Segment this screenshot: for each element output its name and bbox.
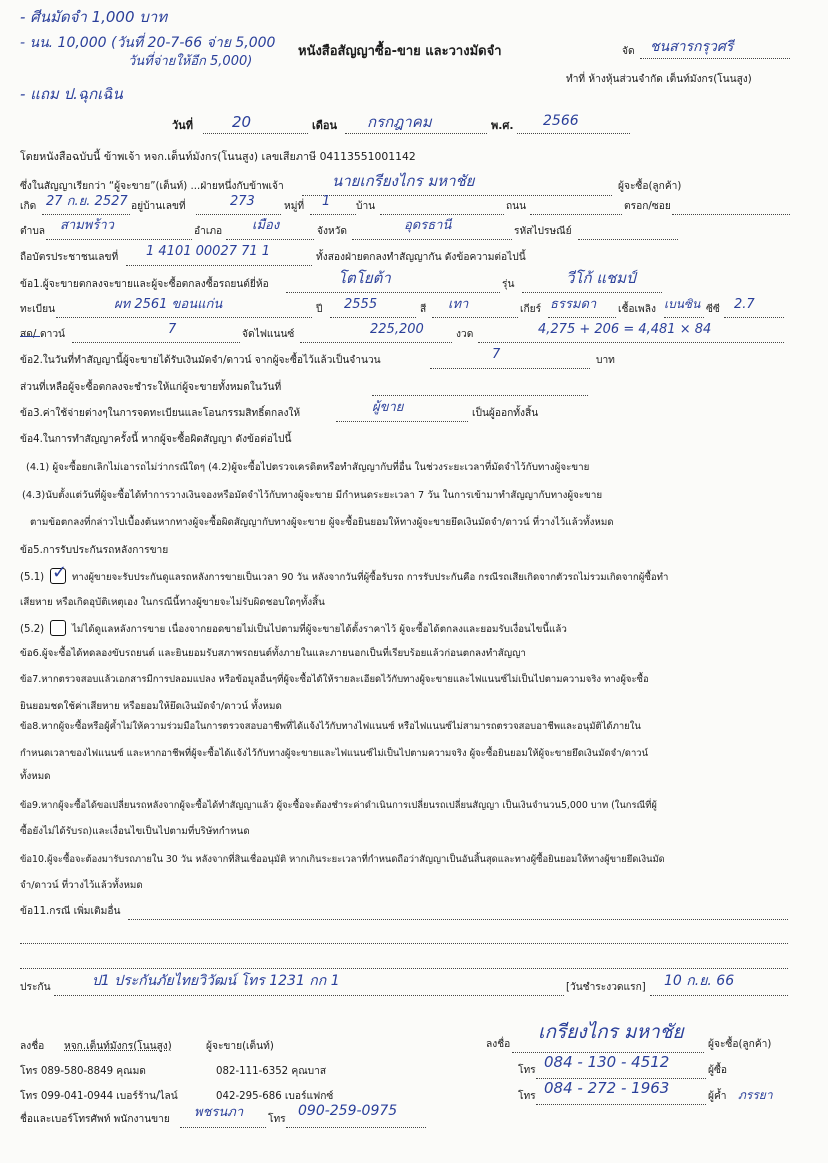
c4-title: ข้อ4.ในการทำสัญญาครั้งนี้ หากผู้จะซื้อผิดสัญญา ดังข้อต่อไปนี้ [20, 434, 292, 445]
written-at-line [640, 58, 790, 59]
cc-label: ซีซี [706, 304, 720, 315]
born-line [42, 214, 130, 215]
c5-o2-text: ไม่ได้ดูแลหลังการขาย เนื่องจากยอดขายไม่เป็นไปตามที่ผู้จะขายได้ตั้งราคาไว้ ผู้จะซื้อได้ตกลงและยอมรับเงื่อนไขนี้แล้ว [72, 624, 567, 635]
born-value[interactable]: 27 ก.ย. 2527 [46, 194, 128, 209]
cc-value[interactable]: 2.7 [734, 297, 755, 312]
postcode-label: รหัสไปรษณีย์ [514, 226, 572, 237]
c2-text: ข้อ2.ในวันที่ทำสัญญานี้ผู้จะขายได้รับเงินมัดจำ/ดาวน์ จากผู้จะซื้อไว้แล้วเป็นจำนวน [20, 355, 381, 366]
document-title: หนังสือสัญญาซื้อ-ขาย และวางมัดจำ [298, 44, 502, 59]
down-label: ดาวน์ [40, 329, 66, 340]
buyer-phone2-role: ผู้ค้ำ [708, 1091, 727, 1102]
province-label: จังหวัด [317, 226, 347, 237]
first-due-label: [วันชำระงวดแรก] [566, 982, 646, 993]
reg-label: ทะเบียน [20, 304, 56, 315]
born-label: เกิด [20, 201, 37, 212]
month-value[interactable]: กรกฎาคม [367, 113, 432, 131]
c9-line2: ซื้อยังไม่ได้รับรถ)และเงื่อนไขเป็นไปตามที่บริษัทกำหนด [20, 826, 250, 837]
no-warranty-checkbox[interactable] [50, 620, 66, 636]
installment-line [478, 342, 784, 343]
c8-line2: กำหนดเวลาของไฟแนนซ์ และหากอาชีพที่ผู้จะซื้อได้แจ้งไว้กับทางผู้จะขายและไฟแนนซ์ไม่เป็นไปตามความจริง ผู้จะซื้อยินยอมให้ผู้จะขายยึดเงินมัดจำ/ดาวน์ [20, 748, 649, 759]
house-value[interactable]: 273 [230, 194, 255, 209]
gear-line [548, 317, 616, 318]
color-line [432, 317, 518, 318]
staff-phone-label: โทร [268, 1114, 286, 1125]
buyer-sign-role: ผู้จะซื้อ(ลูกค้า) [708, 1039, 772, 1050]
id-value[interactable]: 1 4101 00027 71 1 [146, 244, 271, 259]
reg-line [56, 317, 312, 318]
insurance-label: ประกัน [20, 982, 51, 993]
buyer-name-value[interactable]: นายเกรียงไกร มหาชัย [332, 172, 475, 190]
reg-year-value[interactable]: 2555 [344, 297, 378, 312]
c1-model-label: รุ่น [502, 279, 515, 290]
buyer-phone1-value[interactable]: 084 - 130 - 4512 [544, 1053, 670, 1071]
road-label: ถนน [506, 201, 527, 212]
check-icon: ✓ [52, 562, 68, 583]
c5-o1-line1: ทางผู้ขายจะรับประกันดูแลรถหลังการขายเป็นเวลา 90 วัน หลังจากวันที่ผู้ซื้อรับรถ การรับประกันคือ กรณีรถเสียเกิดจากตัวรถไม่รวมเกิดจากผู้ซื้อทำ [72, 572, 669, 583]
written-at-value[interactable]: ชนสารกรุวศรี [650, 39, 734, 55]
tambon-line [46, 239, 192, 240]
note-loan-line1: - นน. 10,000 (วันที่ 20-7-66 จ่าย 5,000 [20, 35, 276, 51]
installment-label: งวด [456, 329, 474, 340]
down-value[interactable]: 7 [168, 322, 177, 337]
buyer-phone2-label: โทร [518, 1091, 536, 1102]
c11-line1[interactable] [128, 919, 788, 920]
c4-line3: ตามข้อตกลงที่กล่าวไปเบื้องต้นหากทางผู้จะซื้อผิดสัญญากับทางผู้จะขาย ผู้จะซื้อยินยอมให้ทางผู้จะขายยึดเงินมัดจำ/ดาวน์ ที่วางไว้แล้วทั้งหมด [30, 517, 614, 528]
reg-year-line [330, 317, 416, 318]
c10-line1: ข้อ10.ผู้จะซื้อจะต้องมารับรถภายใน 30 วัน หลังจากที่สินเชื่ออนุมัติ หากเกินระยะเวลาที่กำหนดถือว่าสัญญาเป็นอันสิ้นสุดและทางผู้ซื้อยินยอมให้ทางผู้ขายยึดเงินมัด [20, 854, 665, 865]
staff-phone-line [286, 1127, 426, 1128]
reg-year-label: ปี [316, 304, 323, 315]
seller-sign-label: ลงชื่อ [20, 1041, 45, 1052]
c2-unit: บาท [596, 355, 615, 366]
c11-label: ข้อ11.กรณี เพิ่มเติมอื่น [20, 906, 121, 917]
place-text: ทำที่ ห้างหุ้นส่วนจำกัด เต็นท์มังกร(โนนสูง) [566, 74, 752, 85]
buyer-signature[interactable]: เกรียงไกร มหาชัย [538, 1021, 684, 1043]
c5-o1-line2: เสียหาย หรือเกิดอุบัติเหตุเอง ในกรณีนี้ทางผู้ขายจะไม่รับผิดชอบใดๆทั้งสิ้น [20, 597, 325, 608]
alley-label: ตรอก/ซอย [624, 201, 671, 212]
buyer-phone2-value[interactable]: 084 - 272 - 1963 [544, 1079, 670, 1097]
moo-value[interactable]: 1 [322, 194, 331, 209]
year-value[interactable]: 2566 [543, 113, 579, 129]
c7-line2: ยินยอมชดใช้ค่าเสียหาย หรือยอมให้ยึดเงินมัดจำ/ดาวน์ ทั้งหมด [20, 701, 282, 712]
c11-line3[interactable] [20, 968, 788, 969]
buyer-phone1-label: โทร [518, 1065, 536, 1076]
c2-remaining: ส่วนที่เหลือผู้จะซื้อตกลงจะชำระให้แก่ผู้จะขายทั้งหมดในวันที่ [20, 382, 282, 393]
staff-name-value[interactable]: พชรนภา [194, 1105, 244, 1120]
down-prefix: สด/ [20, 329, 37, 340]
c10-line2: จำ/ดาวน์ ที่วางไว้แล้วทั้งหมด [20, 880, 143, 891]
fuel-label: เชื้อเพลิง [618, 304, 656, 315]
staff-name-line [180, 1127, 266, 1128]
down-line [72, 342, 240, 343]
province-value[interactable]: อุดรธานี [404, 218, 452, 233]
seller-phone-3: โทร 099-041-0944 เบอร์ร้าน/ไลน์ [20, 1091, 178, 1102]
installment-value[interactable]: 4,275 + 206 = 4,481 × 84 [538, 322, 712, 337]
note-gift: - แถม ป.ฉุกเฉิน [20, 85, 123, 103]
buyer-phone1-role: ผู้ซื้อ [708, 1065, 728, 1076]
buyer-name-line [302, 195, 612, 196]
seller-name: หจก.เต็นท์มังกร(โนนสูง) [64, 1041, 172, 1052]
c1-model-value[interactable]: วีโก้ แชมป์ [566, 269, 636, 287]
c6-text: ข้อ6.ผู้จะซื้อได้ทดลองขับรถยนต์ และยินยอมรับสภาพรถยนต์ทั้งภายในและภายนอกเป็นที่เรียบร้อยแล้วก่อนตกลงทำสัญญา [20, 648, 526, 659]
finance-line [300, 342, 452, 343]
c1-brand-line [286, 292, 500, 293]
finance-value[interactable]: 225,200 [370, 322, 424, 337]
c3-value[interactable]: ผู้ขาย [372, 400, 404, 415]
c3-text: ข้อ3.ค่าใช้จ่ายต่างๆในการจดทะเบียนและโอนกรรมสิทธิ์ตกลงให้ [20, 408, 301, 419]
c1-model-line [522, 292, 662, 293]
cc-line [724, 317, 784, 318]
year-label: พ.ศ. [491, 119, 514, 132]
id-line [126, 265, 312, 266]
c3-suffix: เป็นผู้ออกทั้งสิ้น [472, 408, 539, 419]
c1-brand-value[interactable]: โตโยต้า [338, 269, 391, 287]
house-label: อยู่บ้านเลขที่ [131, 201, 186, 212]
month-line [345, 133, 487, 134]
day-value[interactable]: 20 [232, 113, 252, 131]
finance-label: จัดไฟแนนซ์ [242, 329, 295, 340]
fuel-value[interactable]: เบนซิน [664, 297, 701, 311]
buyer-phone2-line [536, 1104, 706, 1105]
note-loan-line2: วันที่จ่ายให้อีก 5,000) [128, 54, 253, 69]
village-line [380, 214, 504, 215]
day-line [203, 133, 308, 134]
first-due-value[interactable]: 10 ก.ย. 66 [664, 973, 735, 989]
staff-phone-value[interactable]: 090-259-0975 [298, 1103, 398, 1119]
c3-line [336, 421, 468, 422]
c11-line2[interactable] [20, 943, 788, 944]
buyer-suffix: ผู้จะซื้อ(ลูกค้า) [618, 181, 682, 192]
seller-phone-2: 082-111-6352 คุณบาส [216, 1066, 327, 1077]
c7-line1: ข้อ7.หากตรวจสอบแล้วเอกสารมีการปลอมแปลง หรือข้อมูลอื่นๆที่ผู้จะซื้อได้ให้รายละเอียดไว้กับทางผู้จะขายและไฟแนนซ์ไม่เป็นไปตามความจริง ทางผู้จะซื้อ [20, 674, 649, 685]
color-label: สี [420, 304, 427, 315]
day-label: วันที่ [172, 119, 193, 132]
warranty-checkbox[interactable] [50, 562, 68, 584]
c5-title: ข้อ5.การรับประกันรถหลังการขาย [20, 545, 169, 556]
reg-value[interactable]: ผท 2561 ขอนแก่น [114, 297, 223, 312]
c4-line2: (4.3)นับตั้งแต่วันที่ผู้จะซื้อได้ทำการวางเงินจองหรือมัดจำไว้กับทางผู้จะขาย มีกำหนดระยะเวลา 7 วัน ในการเข้ามาทำสัญญากับทางผู้จะขาย [22, 490, 603, 501]
c1-label: ข้อ1.ผู้จะขายตกลงจะขายและผู้จะซื้อตกลงซื้อรถยนต์ยี่ห้อ [20, 279, 269, 290]
amphoe-label: อำเภอ [194, 226, 223, 237]
c5-o2-num: (5.2) [20, 624, 45, 635]
tambon-value[interactable]: สามพร้าว [60, 218, 114, 233]
note-deposit: - ศีนมัดจำ 1,000 บาท [20, 8, 168, 26]
month-label: เดือน [312, 119, 338, 132]
staff-label: ชื่อและเบอร์โทรศัพท์ พนักงานขาย [20, 1114, 170, 1125]
seller-phone-1: โทร 089-580-8849 คุณมด [20, 1066, 146, 1077]
color-value[interactable]: เทา [448, 297, 469, 312]
amphoe-value[interactable]: เมือง [252, 218, 280, 233]
house-line [196, 214, 281, 215]
c2-remaining-line [372, 395, 588, 396]
c9-line1: ข้อ9.หากผู้จะซื้อได้ขอเปลี่ยนรถหลังจากผู้จะซื้อได้ทำสัญญาแล้ว ผู้จะซื้อจะต้องชำระค่าดำเนินการเปลี่ยนรถเปลี่ยนสัญญา เป็นเงินจำนวน5,000 บาท (ในกรณีที่ผู้ [20, 800, 657, 811]
gear-label: เกียร์ [520, 304, 542, 315]
buyer-phone2-note: ภรรยา [738, 1088, 773, 1102]
seller-role: ผู้จะขาย(เต็นท์) [206, 1041, 274, 1052]
c2-value[interactable]: 7 [492, 347, 501, 362]
c4-line1: (4.1) ผู้จะซื้อยกเลิกไม่เอารถไม่ว่ากรณีใดๆ (4.2)ผู้จะซื้อไปตรวจเครดิตหรือทำสัญญากับที่อื่น ในช่วงระยะเวลาที่มัดจำไว้กับทางผู้จะขาย [26, 462, 590, 473]
buyer-sign-label: ลงชื่อ [486, 1039, 511, 1050]
intro-text: โดยหนังสือฉบับนี้ ข้าพเจ้า หจก.เต็นท์มังกร(โนนสูง) เลขเสียภาษี 04113551001142 [20, 150, 416, 163]
id-suffix: ทั้งสองฝ่ายตกลงทำสัญญากัน ดังข้อความต่อไปนี้ [316, 252, 526, 263]
c5-o1-num: (5.1) [20, 572, 45, 583]
alley-line [672, 214, 790, 215]
insurance-line [54, 995, 564, 996]
buyer-prefix: ซึ่งในสัญญาเรียกว่า “ผู้จะขาย”(เต็นท์) ...ฝ่ายหนึ่งกับข้าพเจ้า [20, 181, 284, 192]
c2-line [430, 368, 590, 369]
moo-line [310, 214, 356, 215]
year-line [517, 133, 630, 134]
postcode-line [578, 239, 678, 240]
village-label: บ้าน [356, 201, 376, 212]
id-label: ถือบัตรประชาชนเลขที่ [20, 252, 119, 263]
fuel-line [664, 317, 704, 318]
moo-label: หมู่ที่ [284, 201, 305, 212]
tambon-label: ตำบล [20, 226, 46, 237]
amphoe-line [226, 239, 314, 240]
c8-line1: ข้อ8.หากผู้จะซื้อหรือผู้ค้ำไม่ให้ความร่วมมือในการตรวจสอบอาชีพที่ได้แจ้งไว้กับทางไฟแนนซ์ หรือไฟแนนซ์ไม่สามารถตรวจสอบอาชีพและอนุมัติได้ภายใน [20, 721, 641, 732]
gear-value[interactable]: ธรรมดา [550, 297, 597, 312]
written-at-label: จัด [622, 46, 635, 57]
c8-line3: ทั้งหมด [20, 771, 51, 782]
seller-phone-4: 042-295-686 เบอร์แฟกซ์ [216, 1091, 334, 1102]
insurance-value[interactable]: ป1 ประกันภัยไทยวิวัฒน์ โทร 1231 กก 1 [92, 973, 340, 989]
down-cross-out [20, 336, 40, 337]
province-line [352, 239, 512, 240]
road-line [530, 214, 622, 215]
first-due-line [650, 995, 788, 996]
